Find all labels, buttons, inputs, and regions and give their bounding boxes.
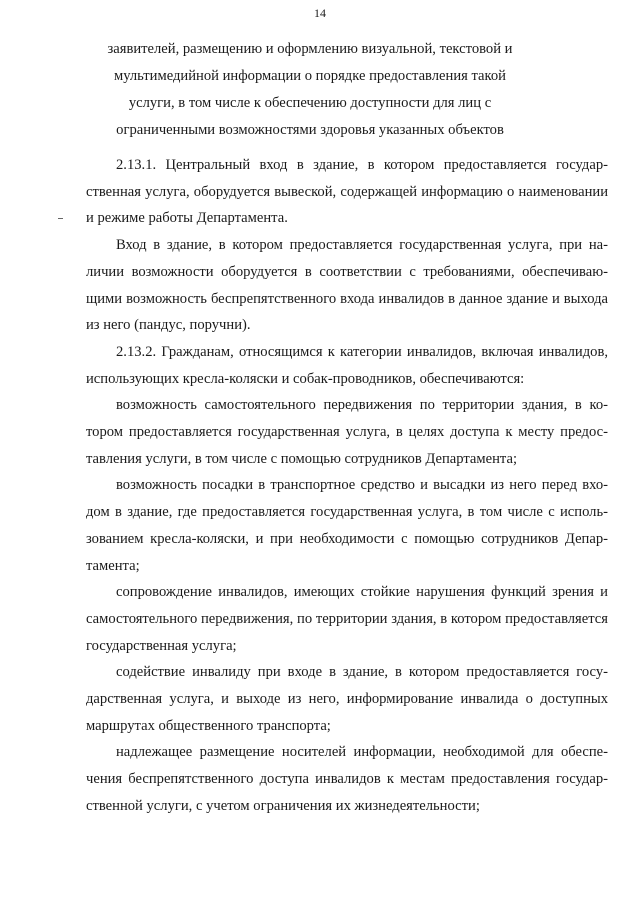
- paragraph: сопровождение инвалидов, имеющих стойкие нарушения функций зрения и самостоятельного передвижения, по территории здания, в котором предоставляется государственная услуга;: [86, 584, 608, 654]
- paragraph: Вход в здание, в котором предоставляется государственная услуга, при наличии возможности оборудуется в соответствии с требованиями, обеспечивающими возможность беспрепятственного входа инвалидов в данное здание и выхода из него (пандус, поручни).: [86, 237, 608, 334]
- margin-mark: [58, 218, 63, 219]
- paragraph: 2.13.1. Центральный вход в здание, в котором предоставляется государственная услуга, оборудуется вывеской, содержащей информацию о наименовании и режиме работы Департамента.: [86, 157, 608, 227]
- page-number: 14: [314, 6, 326, 20]
- paragraph: возможность самостоятельного передвижения по территории здания, в котором предоставляется государственная услуга, в целях доступа к месту предоставления услуги, в том числе с помощью сотрудников Департамента;: [86, 397, 608, 467]
- paragraph: надлежащее размещение носителей информации, необходимой для обеспечения беспрепятственного доступа инвалидов к местам предоставления государственной услуги, с учетом ограничения их жизнедеятельности;: [86, 744, 608, 814]
- document-body: [86, 152, 608, 820]
- paragraph: 2.13.2. Гражданам, относящимся к категории инвалидов, включая инвалидов, использующих кресла-коляски и собак-проводников, обеспечиваются:: [86, 343, 608, 387]
- paragraph: возможность посадки в транспортное средство и высадки из него перед входом в здание, где предоставляется государственная услуга, в том числе с использованием кресла-коляски, и при необходимости с помощью сотрудников Департамента;: [86, 477, 608, 574]
- section-heading: заявителей, размещению и оформлению визуальной, текстовой и мультимедийной информации о порядке предоставления такой услуги, в том числе к обеспечению доступности для лиц с ограниченными возможностями здоровья указанных объектов: [107, 41, 513, 138]
- paragraph: содействие инвалиду при входе в здание, в котором предоставляется государственная услуга, и выходе из него, информирование инвалида о доступных маршрутах общественного транспорта;: [86, 664, 608, 734]
